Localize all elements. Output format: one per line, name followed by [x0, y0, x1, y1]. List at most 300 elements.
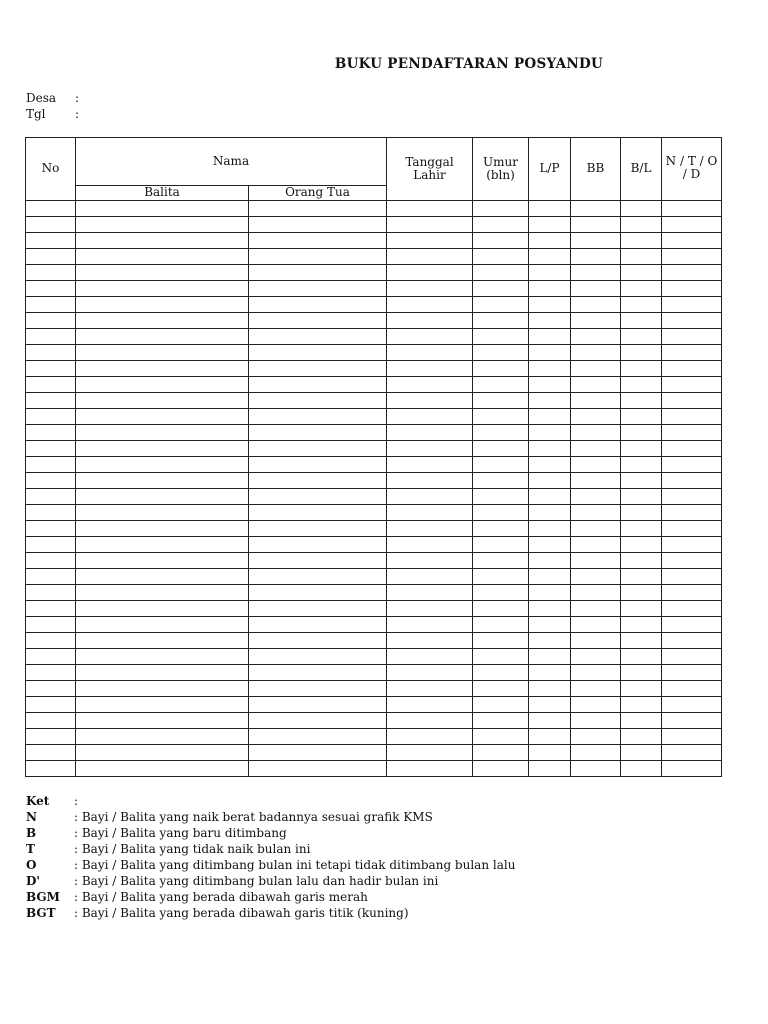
- table-row: [26, 729, 722, 745]
- table-cell: [571, 681, 621, 697]
- table-cell: [76, 537, 249, 553]
- table-row: [26, 553, 722, 569]
- table-cell: [473, 601, 529, 617]
- table-cell: [621, 521, 662, 537]
- legend-code: B: [26, 826, 37, 840]
- table-cell: [571, 601, 621, 617]
- table-cell: [76, 601, 249, 617]
- table-cell: [662, 649, 722, 665]
- table-cell: [26, 617, 76, 633]
- table-cell: [473, 553, 529, 569]
- table-row: [26, 409, 722, 425]
- table-cell: [26, 681, 76, 697]
- table-cell: [249, 441, 387, 457]
- table-cell: [529, 617, 571, 633]
- table-cell: [571, 425, 621, 441]
- legend-text: : Bayi / Balita yang ditimbang bulan ini tetapi tidak ditimbang bulan lalu: [74, 858, 516, 872]
- table-cell: [249, 569, 387, 585]
- table-cell: [76, 681, 249, 697]
- table-cell: [621, 713, 662, 729]
- legend-title: Ket: [26, 794, 50, 808]
- table-cell: [571, 377, 621, 393]
- tgl-separator: :: [75, 107, 80, 121]
- desa-separator: :: [75, 91, 80, 105]
- table-cell: [76, 665, 249, 681]
- table-cell: [76, 265, 249, 281]
- table-cell: [529, 553, 571, 569]
- table-cell: [387, 505, 473, 521]
- table-cell: [571, 569, 621, 585]
- table-cell: [529, 297, 571, 313]
- table-row: [26, 681, 722, 697]
- table-cell: [76, 585, 249, 601]
- table-row: [26, 377, 722, 393]
- table-cell: [529, 665, 571, 681]
- table-cell: [26, 377, 76, 393]
- table-cell: [76, 217, 249, 233]
- table-cell: [249, 713, 387, 729]
- table-row: [26, 761, 722, 777]
- table-cell: [76, 553, 249, 569]
- table-cell: [571, 665, 621, 681]
- table-cell: [26, 233, 76, 249]
- table-cell: [473, 345, 529, 361]
- table-cell: [473, 745, 529, 761]
- table-cell: [529, 233, 571, 249]
- table-cell: [76, 713, 249, 729]
- table-cell: [529, 377, 571, 393]
- table-cell: [249, 505, 387, 521]
- table-row: [26, 521, 722, 537]
- table-cell: [76, 457, 249, 473]
- table-row: [26, 633, 722, 649]
- table-cell: [662, 633, 722, 649]
- legend-code: N: [26, 810, 37, 824]
- table-cell: [621, 201, 662, 217]
- table-cell: [26, 505, 76, 521]
- table-cell: [621, 585, 662, 601]
- table-cell: [387, 345, 473, 361]
- table-cell: [571, 537, 621, 553]
- table-cell: [662, 361, 722, 377]
- table-cell: [387, 745, 473, 761]
- table-cell: [571, 697, 621, 713]
- table-cell: [387, 633, 473, 649]
- table-cell: [473, 569, 529, 585]
- legend-item: [26, 873, 515, 889]
- table-cell: [387, 537, 473, 553]
- table-cell: [473, 649, 529, 665]
- table-cell: [76, 393, 249, 409]
- table-cell: [571, 649, 621, 665]
- table-cell: [621, 649, 662, 665]
- table-cell: [26, 585, 76, 601]
- table-cell: [387, 313, 473, 329]
- table-cell: [529, 313, 571, 329]
- table-cell: [571, 585, 621, 601]
- table-cell: [473, 313, 529, 329]
- table-cell: [249, 361, 387, 377]
- table-cell: [529, 393, 571, 409]
- tgl-field: [26, 107, 79, 121]
- table-cell: [26, 313, 76, 329]
- legend-text: : Bayi / Balita yang berada dibawah garis titik (kuning): [74, 906, 409, 920]
- table-cell: [387, 617, 473, 633]
- table-cell: [473, 665, 529, 681]
- legend-text: : Bayi / Balita yang tidak naik bulan ini: [74, 842, 311, 856]
- table-cell: [621, 409, 662, 425]
- table-cell: [662, 409, 722, 425]
- table-cell: [662, 201, 722, 217]
- table-cell: [473, 361, 529, 377]
- table-cell: [387, 457, 473, 473]
- page-title: BUKU PENDAFTARAN POSYANDU: [334, 56, 604, 72]
- table-cell: [387, 729, 473, 745]
- table-cell: [26, 393, 76, 409]
- legend-code: D': [26, 874, 41, 888]
- header-tanggal-lahir: Tanggal Lahir: [387, 138, 473, 201]
- table-cell: [621, 729, 662, 745]
- table-cell: [76, 345, 249, 361]
- table-cell: [26, 441, 76, 457]
- table-cell: [662, 265, 722, 281]
- table-cell: [621, 265, 662, 281]
- table-cell: [662, 665, 722, 681]
- table-cell: [621, 361, 662, 377]
- table-cell: [571, 457, 621, 473]
- table-cell: [529, 329, 571, 345]
- table-cell: [662, 345, 722, 361]
- table-cell: [473, 393, 529, 409]
- table-cell: [571, 313, 621, 329]
- table-cell: [387, 601, 473, 617]
- table-cell: [26, 329, 76, 345]
- table-cell: [473, 329, 529, 345]
- table-cell: [662, 233, 722, 249]
- table-cell: [26, 713, 76, 729]
- table-cell: [571, 553, 621, 569]
- table-cell: [387, 217, 473, 233]
- table-cell: [621, 425, 662, 441]
- table-cell: [662, 489, 722, 505]
- table-cell: [249, 329, 387, 345]
- table-cell: [26, 649, 76, 665]
- table-cell: [76, 649, 249, 665]
- table-cell: [662, 281, 722, 297]
- table-cell: [387, 249, 473, 265]
- table-cell: [249, 585, 387, 601]
- table-cell: [26, 361, 76, 377]
- table-row: [26, 585, 722, 601]
- table-cell: [529, 601, 571, 617]
- table-cell: [249, 473, 387, 489]
- table-row: [26, 393, 722, 409]
- table-cell: [571, 521, 621, 537]
- table-cell: [529, 713, 571, 729]
- table-cell: [571, 201, 621, 217]
- table-cell: [387, 361, 473, 377]
- table-cell: [473, 585, 529, 601]
- table-cell: [662, 617, 722, 633]
- table-cell: [26, 745, 76, 761]
- table-cell: [621, 681, 662, 697]
- table-cell: [473, 457, 529, 473]
- table-body: [26, 201, 722, 777]
- table-cell: [662, 585, 722, 601]
- table-cell: [26, 265, 76, 281]
- table-cell: [473, 249, 529, 265]
- table-cell: [662, 393, 722, 409]
- table-cell: [26, 489, 76, 505]
- table-cell: [249, 313, 387, 329]
- table-cell: [249, 233, 387, 249]
- table-cell: [249, 297, 387, 313]
- table-cell: [387, 569, 473, 585]
- table-cell: [76, 313, 249, 329]
- table-cell: [571, 249, 621, 265]
- table-cell: [621, 249, 662, 265]
- legend-text: : Bayi / Balita yang berada dibawah garis merah: [74, 890, 368, 904]
- table-row: [26, 249, 722, 265]
- table-row: [26, 489, 722, 505]
- table-row: [26, 457, 722, 473]
- table-cell: [662, 297, 722, 313]
- table-row: [26, 361, 722, 377]
- table-cell: [571, 713, 621, 729]
- table-cell: [249, 553, 387, 569]
- legend-title-row: [26, 793, 515, 809]
- legend-item: [26, 809, 515, 825]
- table-row: [26, 265, 722, 281]
- table-cell: [621, 665, 662, 681]
- legend-title-sep: :: [74, 794, 79, 808]
- table-row: [26, 601, 722, 617]
- legend-text: : Bayi / Balita yang ditimbang bulan lalu dan hadir bulan ini: [74, 874, 439, 888]
- legend-item: [26, 825, 515, 841]
- table-cell: [571, 617, 621, 633]
- header-no: No: [26, 138, 76, 201]
- table-cell: [473, 521, 529, 537]
- table-cell: [387, 329, 473, 345]
- table-cell: [76, 617, 249, 633]
- table-cell: [621, 345, 662, 361]
- registration-table: [25, 137, 722, 777]
- table-row: [26, 233, 722, 249]
- table-cell: [621, 313, 662, 329]
- table-cell: [249, 601, 387, 617]
- table-cell: [621, 297, 662, 313]
- table-cell: [26, 297, 76, 313]
- table-cell: [621, 745, 662, 761]
- table-cell: [76, 249, 249, 265]
- legend-code: BGT: [26, 906, 56, 920]
- table-cell: [571, 361, 621, 377]
- table-row: [26, 281, 722, 297]
- table-cell: [26, 345, 76, 361]
- table-cell: [26, 281, 76, 297]
- table-cell: [621, 329, 662, 345]
- table-cell: [571, 409, 621, 425]
- table-cell: [387, 761, 473, 777]
- table-cell: [76, 233, 249, 249]
- table-cell: [621, 457, 662, 473]
- table-cell: [621, 393, 662, 409]
- header-lp: L/P: [529, 138, 571, 201]
- table-row: [26, 665, 722, 681]
- table-cell: [249, 745, 387, 761]
- table-cell: [387, 425, 473, 441]
- table-cell: [621, 473, 662, 489]
- table-row: [26, 201, 722, 217]
- table-cell: [662, 313, 722, 329]
- table-cell: [26, 729, 76, 745]
- table-cell: [473, 537, 529, 553]
- table-row: [26, 505, 722, 521]
- table-row: [26, 313, 722, 329]
- table-cell: [26, 521, 76, 537]
- table-cell: [387, 393, 473, 409]
- table-cell: [76, 441, 249, 457]
- table-cell: [76, 361, 249, 377]
- table-cell: [571, 281, 621, 297]
- table-cell: [26, 537, 76, 553]
- table-cell: [473, 473, 529, 489]
- table-cell: [249, 409, 387, 425]
- table-cell: [473, 489, 529, 505]
- table-cell: [529, 217, 571, 233]
- table-cell: [529, 681, 571, 697]
- table-cell: [571, 489, 621, 505]
- table-cell: [387, 713, 473, 729]
- table-cell: [662, 697, 722, 713]
- table-cell: [662, 473, 722, 489]
- table-cell: [621, 553, 662, 569]
- table-cell: [529, 249, 571, 265]
- table-cell: [249, 681, 387, 697]
- table-row: [26, 569, 722, 585]
- table-cell: [571, 265, 621, 281]
- table-cell: [529, 281, 571, 297]
- table-cell: [249, 393, 387, 409]
- table-cell: [26, 633, 76, 649]
- legend-item: [26, 905, 515, 921]
- table-cell: [529, 409, 571, 425]
- table-cell: [571, 441, 621, 457]
- desa-label: Desa: [26, 91, 57, 105]
- table-cell: [26, 473, 76, 489]
- table-cell: [529, 585, 571, 601]
- table-cell: [571, 233, 621, 249]
- table-cell: [662, 601, 722, 617]
- table-cell: [662, 681, 722, 697]
- table-cell: [76, 377, 249, 393]
- table-cell: [76, 281, 249, 297]
- legend-code: O: [26, 858, 37, 872]
- table-cell: [473, 265, 529, 281]
- legend-text: : Bayi / Balita yang baru ditimbang: [74, 826, 287, 840]
- table-row: [26, 537, 722, 553]
- table-cell: [473, 441, 529, 457]
- table-cell: [571, 393, 621, 409]
- table-cell: [76, 489, 249, 505]
- table-cell: [473, 233, 529, 249]
- table-cell: [621, 233, 662, 249]
- table-cell: [662, 329, 722, 345]
- table-cell: [249, 633, 387, 649]
- table-cell: [473, 729, 529, 745]
- table-cell: [249, 265, 387, 281]
- table-row: [26, 441, 722, 457]
- table-cell: [387, 233, 473, 249]
- table-row: [26, 713, 722, 729]
- table-cell: [529, 649, 571, 665]
- table-cell: [621, 489, 662, 505]
- table-cell: [76, 761, 249, 777]
- table-cell: [529, 441, 571, 457]
- header-orang-tua: Orang Tua: [249, 186, 387, 201]
- table-cell: [529, 361, 571, 377]
- table-cell: [571, 633, 621, 649]
- table-cell: [387, 649, 473, 665]
- table-cell: [76, 729, 249, 745]
- table-cell: [387, 473, 473, 489]
- table-cell: [249, 281, 387, 297]
- legend-item: [26, 889, 515, 905]
- legend-code: T: [26, 842, 35, 856]
- table-cell: [387, 553, 473, 569]
- table-row: [26, 329, 722, 345]
- table-cell: [571, 217, 621, 233]
- table-cell: [249, 729, 387, 745]
- table-cell: [76, 569, 249, 585]
- table-cell: [621, 377, 662, 393]
- table-cell: [76, 473, 249, 489]
- table-cell: [662, 745, 722, 761]
- table-cell: [662, 521, 722, 537]
- table-cell: [621, 281, 662, 297]
- tgl-label: Tgl: [26, 107, 46, 121]
- table-cell: [473, 425, 529, 441]
- table-cell: [387, 201, 473, 217]
- table-cell: [249, 521, 387, 537]
- table-cell: [473, 617, 529, 633]
- header-umur: Umur (bln): [473, 138, 529, 201]
- table-cell: [529, 489, 571, 505]
- table-cell: [473, 409, 529, 425]
- table-cell: [473, 681, 529, 697]
- header-bb: BB: [571, 138, 621, 201]
- table-cell: [621, 441, 662, 457]
- table-cell: [473, 281, 529, 297]
- table-cell: [249, 665, 387, 681]
- table-cell: [26, 201, 76, 217]
- table-cell: [529, 521, 571, 537]
- table-cell: [621, 617, 662, 633]
- table-cell: [621, 633, 662, 649]
- table-cell: [529, 201, 571, 217]
- table-row: [26, 473, 722, 489]
- table-cell: [621, 569, 662, 585]
- header-nama: Nama: [76, 138, 387, 186]
- table-cell: [662, 569, 722, 585]
- table-cell: [473, 297, 529, 313]
- legend-item: [26, 857, 515, 873]
- table-cell: [249, 345, 387, 361]
- table-cell: [621, 537, 662, 553]
- table-cell: [249, 537, 387, 553]
- table-cell: [249, 425, 387, 441]
- table-cell: [473, 761, 529, 777]
